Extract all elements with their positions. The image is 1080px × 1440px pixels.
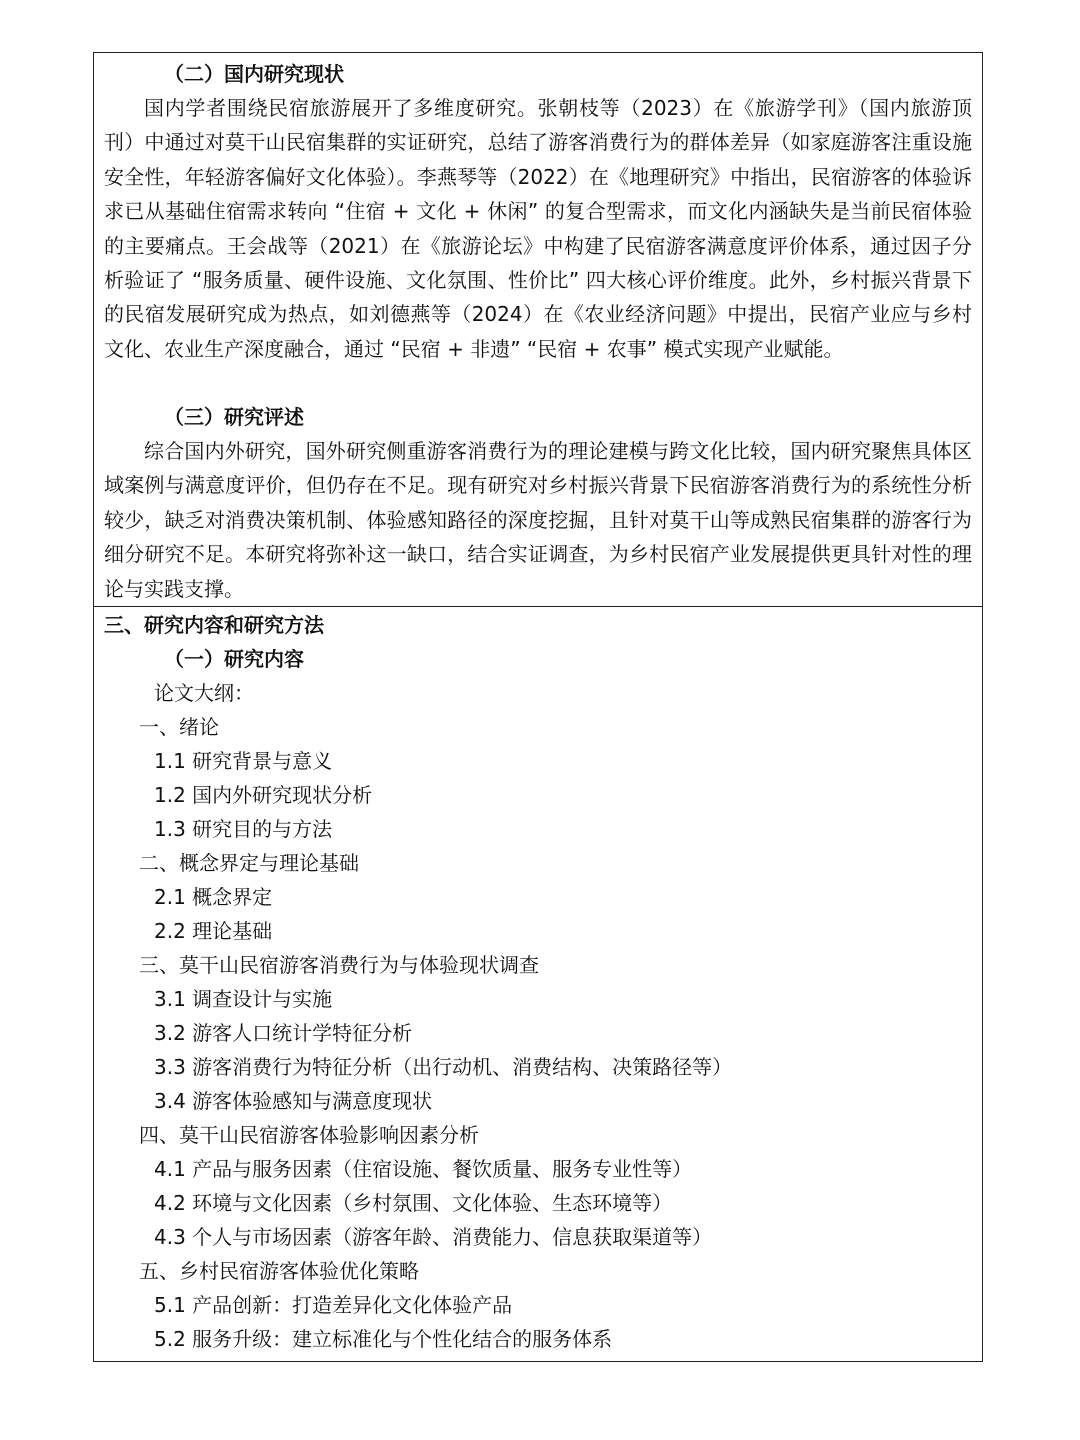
outline-section: 4.2 环境与文化因素（乡村氛围、文化体验、生态环境等） (154, 1191, 673, 1215)
outline-section: 5.1 产品创新：打造差异化文化体验产品 (154, 1293, 513, 1317)
document-table (93, 52, 983, 1362)
outline-section: 4.3 个人与市场因素（游客年龄、消费能力、信息获取渠道等） (154, 1225, 713, 1249)
outline-section: 2.1 概念界定 (154, 885, 273, 909)
domestic-status-paragraph: 国内学者围绕民宿旅游展开了多维度研究。张朝枝等（2023）在《旅游学刊》（国内旅游顶刊）中通过对莫干山民宿集群的实证研究，总结了游客消费行为的群体差异（如家庭游客注重设施安全性，年轻游客偏好文化体验）。李燕琴等（2022）在《地理研究》中指出，民宿游客的体验诉求已从基础住宿需求转向 “住宿 + 文化 + 休闲” 的复合型需求，而文化内涵缺失是当前民宿体验的主要痛点。王会战等（2021）在《旅游论坛》中构建了民宿游客满意度评价体系，通过因子分析验证了 “服务质量、硬件设施、文化氛围、性价比” 四大核心评价维度。此外，乡村振兴背景下的民宿发展研究成为热点，如刘德燕等（2024）在《农业经济问题》中提出，民宿产业应与乡村文化、农业生产深度融合，通过 “民宿 + 非遗” “民宿 + 农事” 模式实现产业赋能。 (104, 96, 972, 361)
literature-review-cell (94, 53, 982, 606)
outline-chapter: 二、概念界定与理论基础 (139, 851, 359, 875)
outline-chapter: 四、莫干山民宿游客体验影响因素分析 (139, 1123, 479, 1147)
domestic-status-heading: （二）国内研究现状 (164, 62, 344, 86)
outline-section: 2.2 理论基础 (154, 919, 273, 943)
outline-section: 1.2 国内外研究现状分析 (154, 783, 373, 807)
outline-chapter: 一、绪论 (139, 715, 219, 739)
outline-section: 3.4 游客体验感知与满意度现状 (154, 1089, 433, 1113)
outline-label: 论文大纲： (154, 681, 254, 705)
outline-section: 3.3 游客消费行为特征分析（出行动机、消费结构、决策路径等） (154, 1055, 733, 1079)
outline-section: 5.2 服务升级：建立标准化与个性化结合的服务体系 (154, 1327, 613, 1351)
outline-chapter: 三、莫干山民宿游客消费行为与体验现状调查 (139, 953, 539, 977)
outline-section: 1.1 研究背景与意义 (154, 749, 333, 773)
outline-section: 4.1 产品与服务因素（住宿设施、餐饮质量、服务专业性等） (154, 1157, 693, 1181)
table-row-divider (94, 606, 982, 607)
section-three-title: 三、研究内容和研究方法 (104, 613, 324, 637)
outline-section: 1.3 研究目的与方法 (154, 817, 333, 841)
research-review-paragraph: 综合国内外研究，国外研究侧重游客消费行为的理论建模与跨文化比较，国内研究聚焦具体区域案例与满意度评价，但仍存在不足。现有研究对乡村振兴背景下民宿游客消费行为的系统性分析较少，缺乏对消费决策机制、体验感知路径的深度挖掘，且针对莫干山等成熟民宿集群的游客行为细分研究不足。本研究将弥补这一缺口，结合实证调查，为乡村民宿产业发展提供更具针对性的理论与实践支撑。 (104, 439, 972, 601)
outline-section: 3.2 游客人口统计学特征分析 (154, 1021, 413, 1045)
outline-section: 3.1 调查设计与实施 (154, 987, 333, 1011)
outline-chapter: 五、乡村民宿游客体验优化策略 (139, 1259, 419, 1283)
research-review-heading: （三）研究评述 (164, 405, 304, 429)
research-content-heading: （一）研究内容 (164, 647, 304, 671)
